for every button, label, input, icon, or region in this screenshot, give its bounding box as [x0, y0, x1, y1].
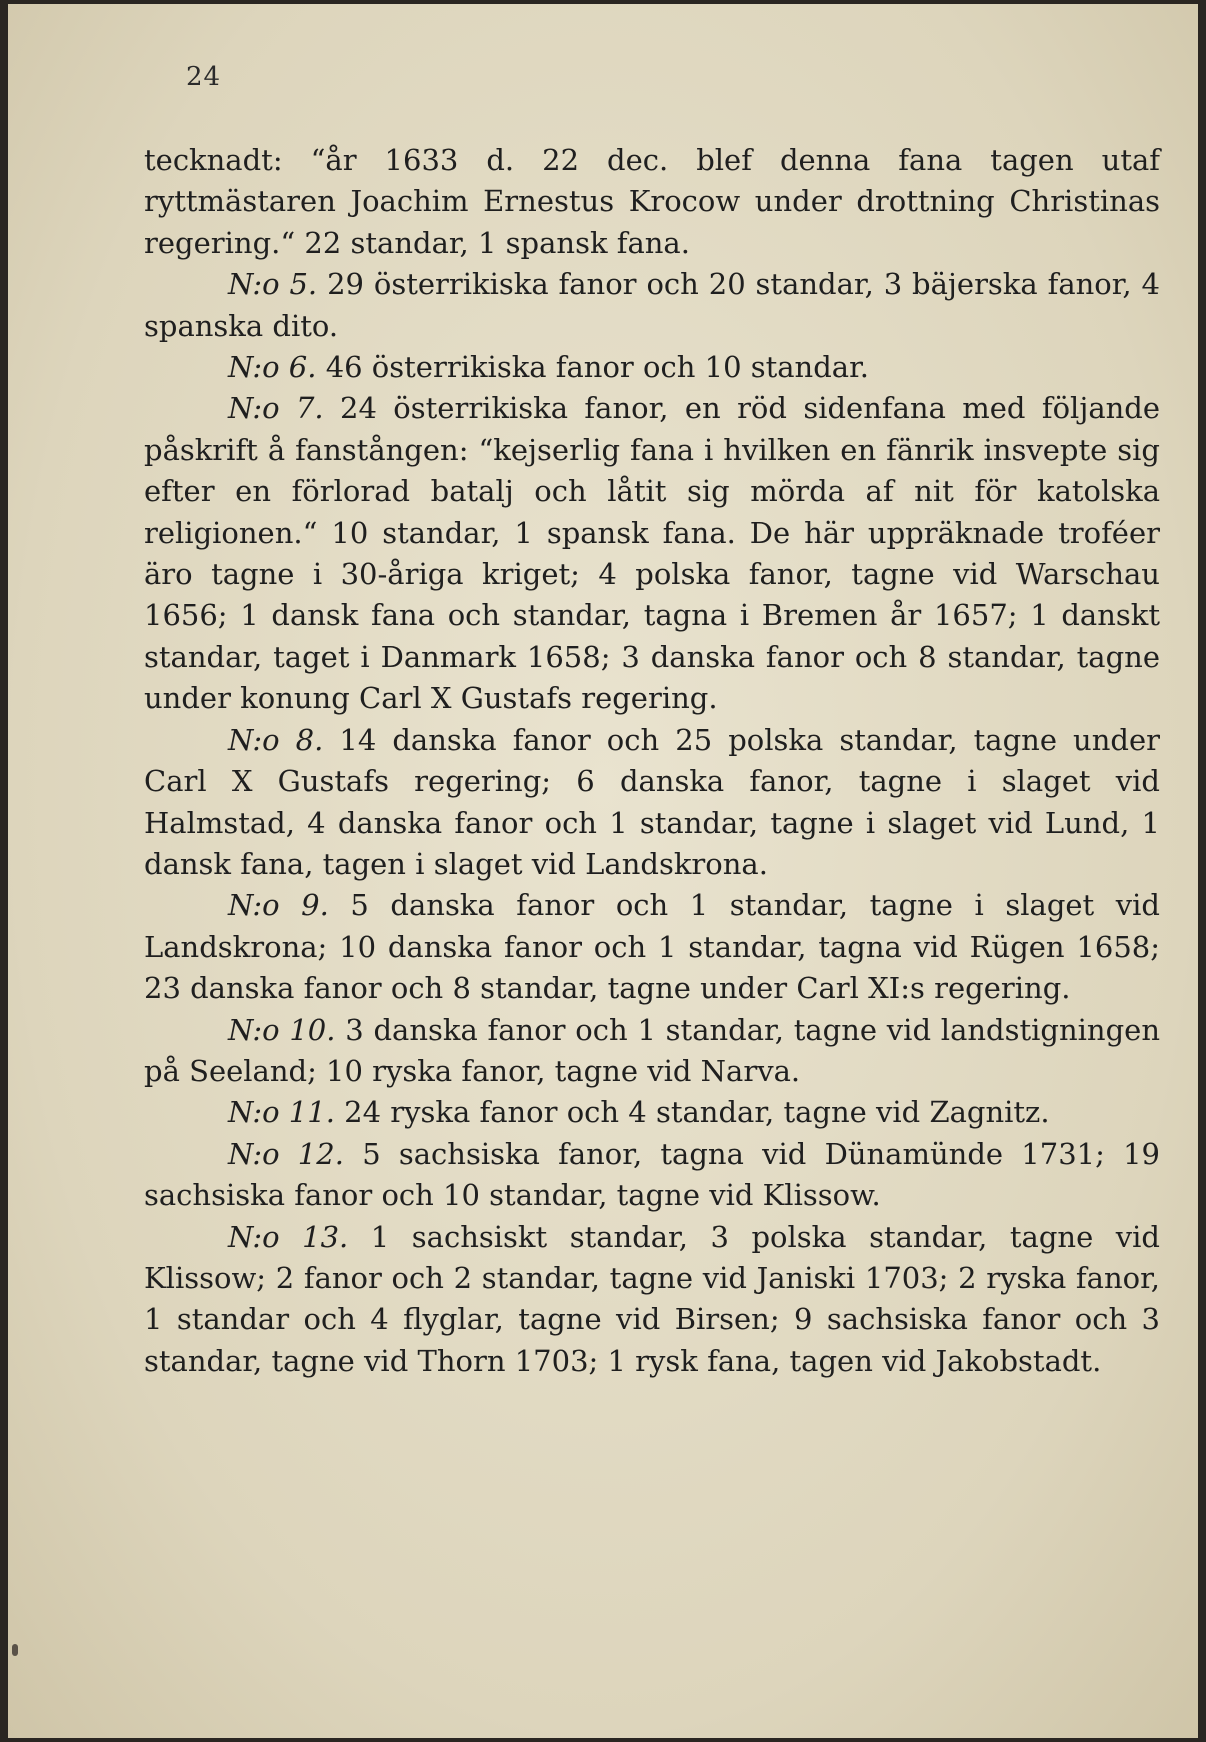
entry-number: N:o 7.	[228, 391, 324, 426]
entry-number: N:o 6.	[228, 350, 317, 385]
entry-paragraph	[144, 720, 1160, 886]
entry-text: 46 österrikiska fanor och 10 standar.	[325, 350, 869, 385]
entry-paragraph	[144, 1217, 1160, 1383]
margin-ink-mark	[12, 1644, 18, 1656]
entry-text: 14 danska fanor och 25 polska standar, tagne under Carl X Gustafs regering; 6 danska fanor, tagne i slaget vid Halmstad, 4 danska fanor och 1 standar, tagne i slaget vid Lund, 1 dansk fana, tagen i slaget vid Landskrona.	[144, 722, 1161, 881]
page-number: 24	[186, 62, 222, 92]
book-page	[8, 4, 1198, 1738]
entry-number: N:o 8.	[228, 722, 324, 757]
entry-paragraph	[144, 1010, 1160, 1093]
entry-text: 5 danska fanor och 1 standar, tagne i slaget vid Landskrona; 10 danska fanor och 1 standar, tagna vid Rügen 1658; 23 danska fanor och 8 standar, tagne under Carl XI:s regering.	[144, 888, 1160, 1006]
entry-text: 24 ryska fanor och 4 standar, tagne vid Zagnitz.	[344, 1095, 1050, 1130]
body-text	[144, 140, 1160, 1382]
entry-number: N:o 11.	[228, 1095, 335, 1130]
entry-paragraph	[144, 388, 1160, 719]
entry-number: N:o 5.	[228, 267, 318, 302]
entry-number: N:o 12.	[228, 1136, 344, 1171]
entry-text: 3 danska fanor och 1 standar, tagne vid landstigningen på Seeland; 10 ryska fanor, tagne vid Narva.	[144, 1012, 1161, 1088]
entry-paragraph	[144, 1092, 1160, 1133]
paragraph-continuation	[144, 140, 1160, 264]
entry-number: N:o 9.	[228, 888, 329, 923]
entry-number: N:o 10.	[228, 1012, 336, 1047]
entry-paragraph	[144, 885, 1160, 1009]
entry-text: 5 sachsiska fanor, tagna vid Dünamünde 1731; 19 sachsiska fanor och 10 standar, tagne vid Klissow.	[144, 1136, 1161, 1213]
entry-paragraph	[144, 264, 1160, 347]
entry-text: 29 österrikiska fanor och 20 standar, 3 bäjerska fanor, 4 spanska dito.	[144, 267, 1160, 343]
entry-text: 24 österrikiska fanor, en röd sidenfana med följande påskrift å fanstången: “kejserlig fana i hvilken en fänrik insvepte sig efter en förlorad batalj och låtit sig mörda af nit för katolska religionen.“ 10 standar, 1 spansk fana. De här uppräknade troféer äro tagne i 30-åriga kriget; 4 polska fanor, tagne vid Warschau 1656; 1 dansk fana och standar, tagna i Bremen år 1657; 1 danskt standar, taget i Danmark 1658; 3 danska fanor och 8 standar, tagne under konung Carl X Gustafs regering.	[144, 391, 1161, 716]
entry-paragraph	[144, 347, 1160, 388]
entry-number: N:o 13.	[228, 1219, 349, 1254]
paragraph-text: tecknadt: “år 1633 d. 22 dec. blef denna fana tagen utaf ryttmästaren Joachim Ernestus Krocow under drottning Christinas regering.“ 22 standar, 1 spansk fana.	[144, 143, 1160, 260]
entry-paragraph	[144, 1134, 1160, 1217]
entry-text: 1 sachsiskt standar, 3 polska standar, tagne vid Klissow; 2 fanor och 2 standar, tagne vid Janiski 1703; 2 ryska fanor, 1 standar och 4 flyglar, tagne vid Birsen; 9 sachsiska fanor och 3 standar, tagne vid Thorn 1703; 1 rysk fana, tagen vid Jakobstadt.	[144, 1219, 1160, 1378]
